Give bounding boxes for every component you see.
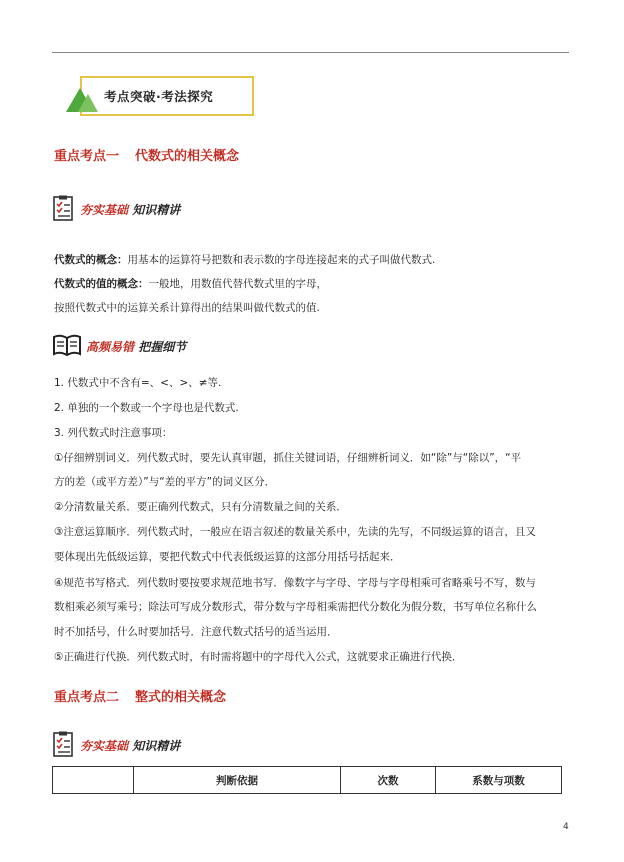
badge-basics-1: [52, 194, 180, 224]
table-header-row: [53, 767, 562, 794]
page-number: 4: [563, 822, 569, 832]
table-header-cell: [53, 767, 134, 794]
concept-line-3: 按照代数式中的运算关系计算得出的结果叫做代数式的值.: [54, 302, 320, 314]
checklist-icon: [52, 731, 76, 759]
note-12: ⑤正确进行代换．列代数式时，有时需将题中的字母代入公式，这就要求正确进行代换．: [54, 651, 463, 663]
section1-title: 代数式的相关概念: [135, 149, 240, 164]
note-8: 要体现出先低级运算，要把代数式中代表低级运算的这部分用括号括起来．: [54, 551, 401, 563]
table-header-cell: 系数与项数: [436, 767, 562, 794]
note-2: 2. 单独的一个数或一个字母也是代数式.: [54, 402, 239, 414]
note-10: 数相乘必须写乘号；除法可写成分数形式，带分数与字母相乘需把代分数化为假分数，书写单位名称什么: [54, 601, 537, 613]
table-header-cell: 判断依据: [134, 767, 341, 794]
note-9: ④规范书写格式．列代数时要按要求规范地书写．像数字与字母、字母与字母相乘可省略乘号不写，数与: [54, 577, 536, 589]
book-icon: [52, 332, 82, 360]
badge-basics-2: [52, 730, 180, 760]
section1-label: 重点考点一: [54, 149, 120, 164]
badge-label: 夯实基础 知识精讲: [80, 738, 181, 753]
section2-heading: [54, 686, 226, 705]
banner-mountain-small-icon: [78, 94, 98, 112]
badge-errors: [52, 331, 186, 361]
badge-label: 高频易错 把握细节: [86, 339, 187, 354]
concept-line-1: 代数式的概念：用基本的运算符号把数和表示数的字母连接起来的式子叫做代数式.: [54, 254, 436, 266]
note-4: ①仔细辨别词义．列代数式时，要先认真审题，抓住关键词语，仔细辨析词义．如“除”与“除以”，“平: [54, 452, 522, 464]
section2-label: 重点考点二: [54, 690, 120, 705]
note-5: 方的差（或平方差）”与“差的平方”的词义区分．: [54, 476, 276, 488]
note-11: 时不加括号，什么时要加括号．注意代数式括号的适当运用．: [54, 626, 338, 638]
badge-label: 夯实基础 知识精讲: [80, 202, 181, 217]
section2-title: 整式的相关概念: [135, 690, 227, 705]
table-header-cell: 次数: [341, 767, 436, 794]
top-rule: [52, 52, 569, 53]
note-3: 3. 列代数式时注意事项：: [54, 427, 173, 439]
note-7: ③注意运算顺序．列代数式时，一般应在语言叙述的数量关系中，先读的先写，不同级运算的语言，且又: [54, 526, 536, 538]
note-1: 1. 代数式中不含有=、<、>、≠等.: [54, 377, 222, 389]
section-banner: [64, 74, 254, 116]
concept-line-2: 代数式的值的概念：一般地，用数值代替代数式里的字母，: [54, 278, 327, 290]
checklist-icon: [52, 195, 76, 223]
section1-heading: [54, 145, 239, 164]
note-6: ②分清数量关系．要正确列代数式，只有分清数量之间的关系．: [54, 501, 347, 513]
concept-table: [52, 766, 562, 794]
banner-title: 考点突破·考法探究: [104, 89, 214, 104]
